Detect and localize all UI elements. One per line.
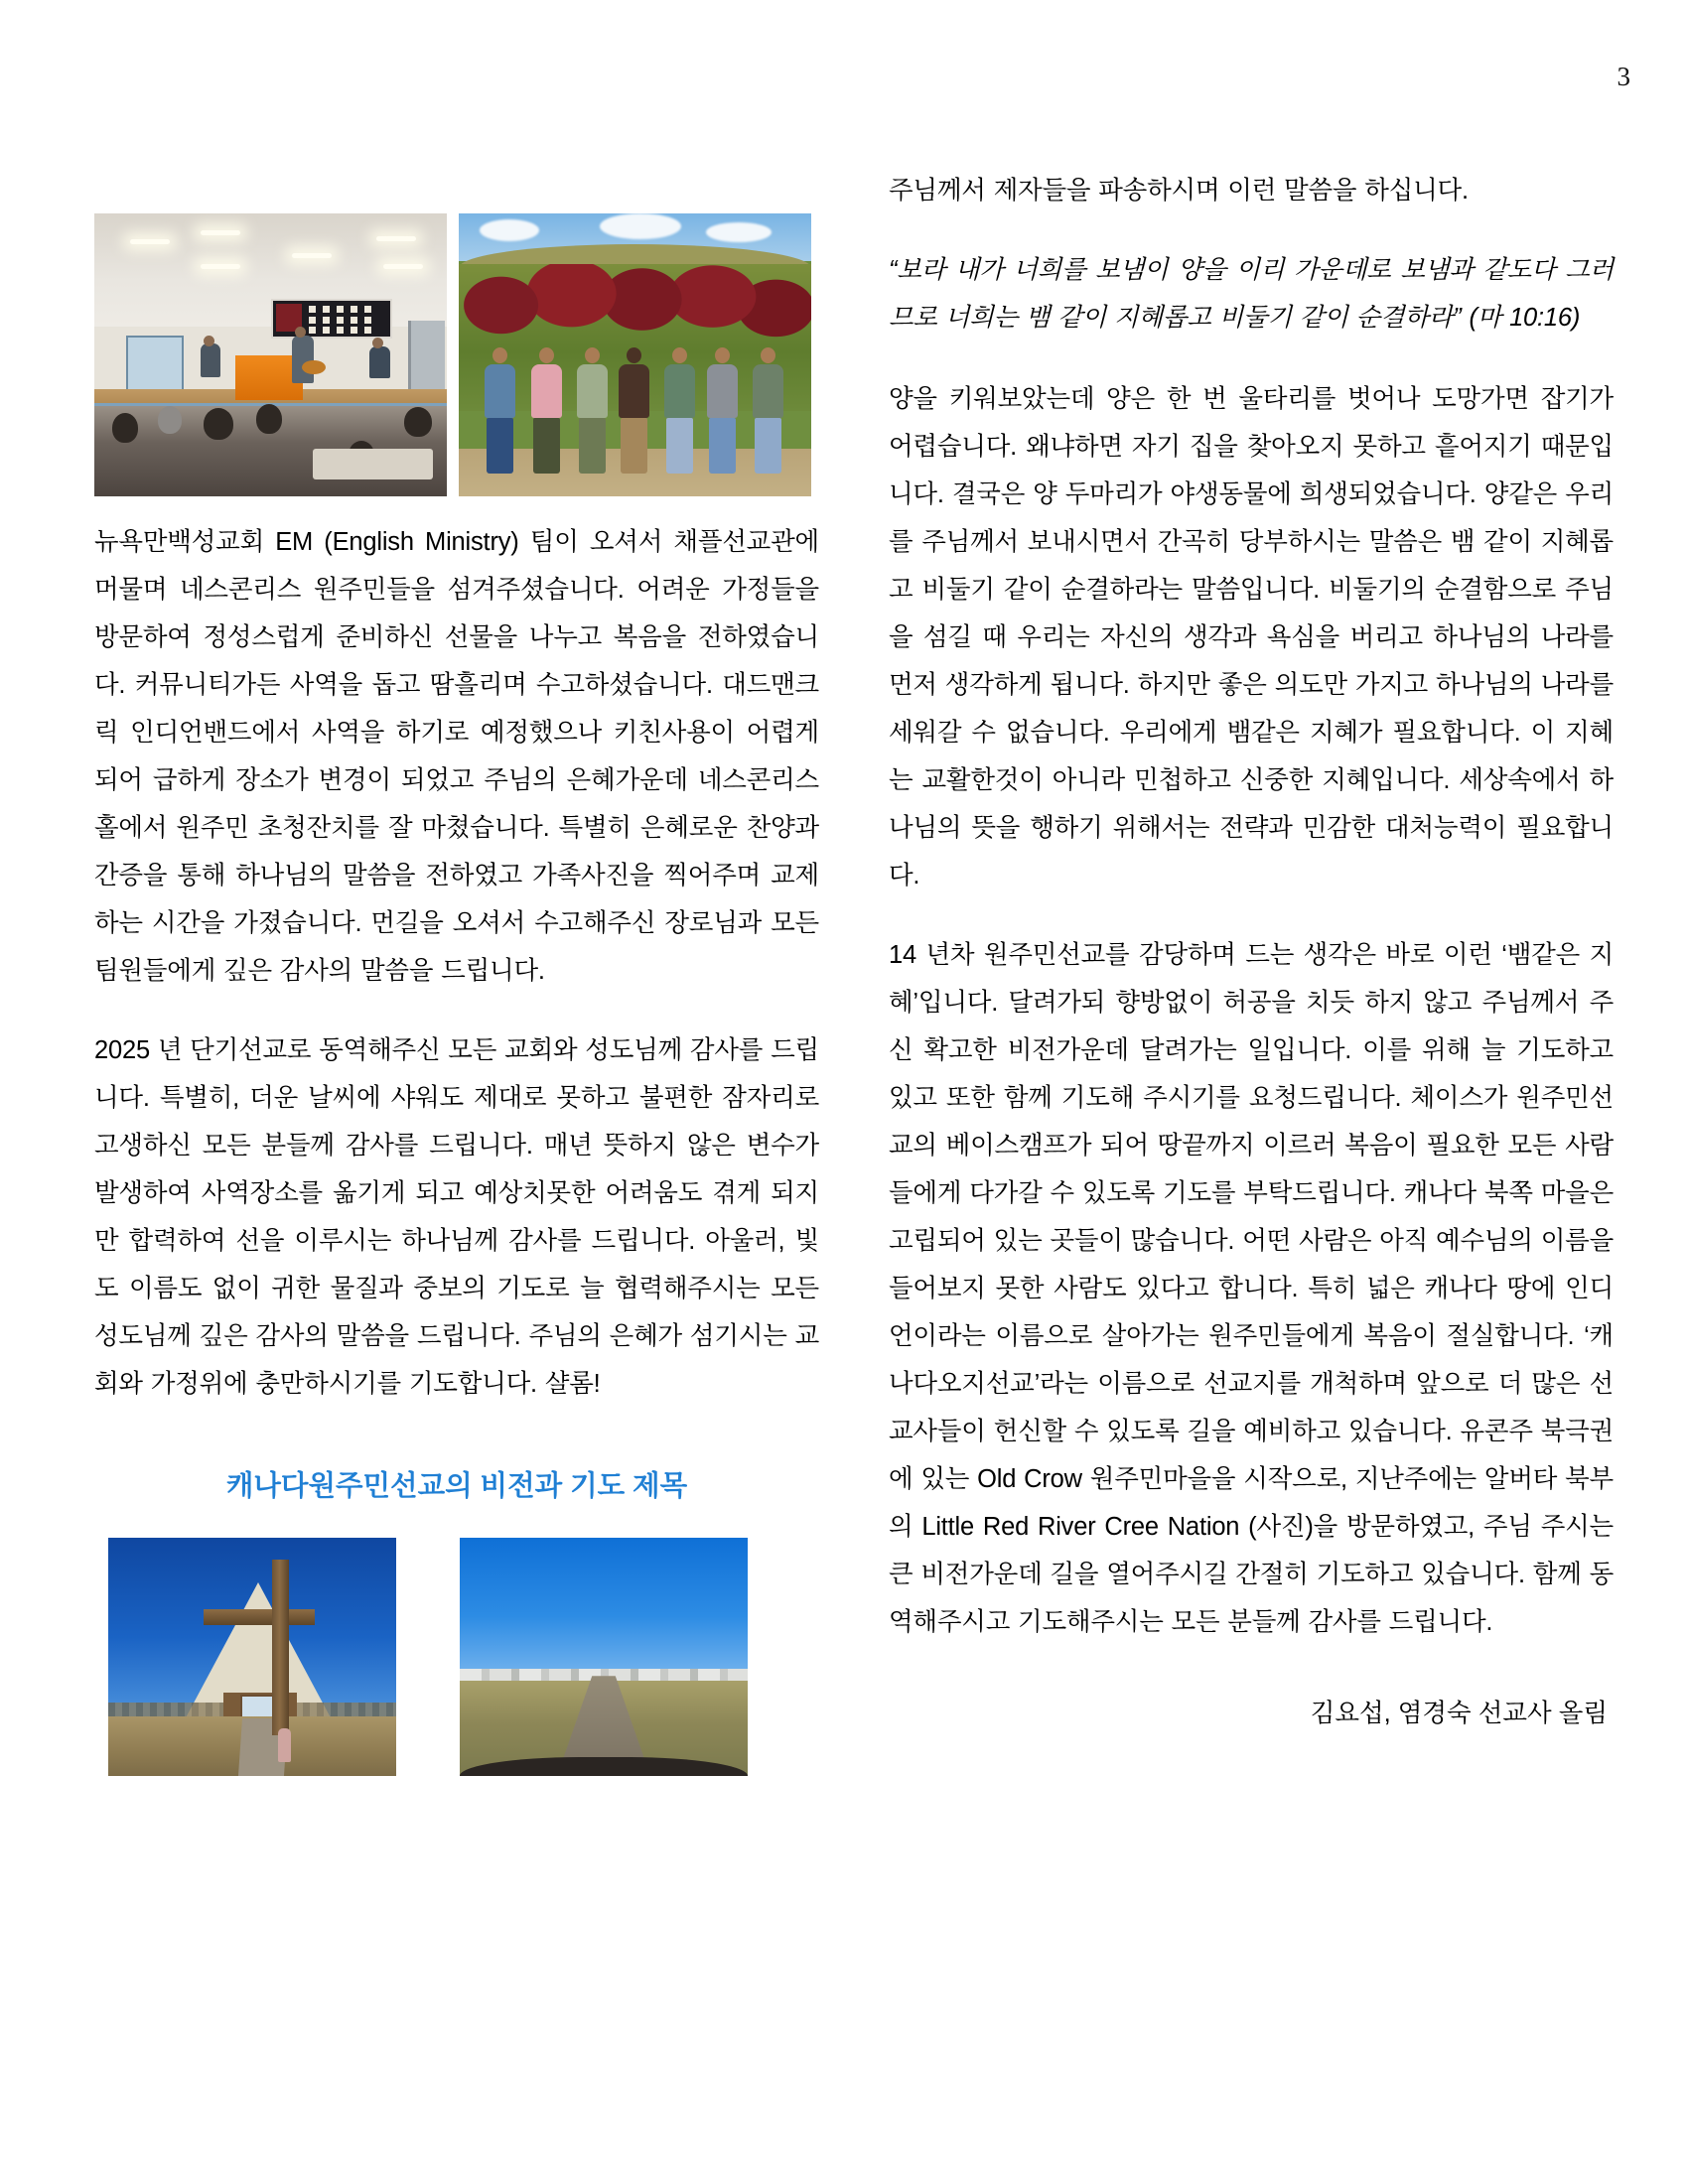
- keyboard-player-head: [204, 336, 214, 346]
- cross-horizontal-beam: [204, 1609, 315, 1625]
- team-member: [484, 347, 517, 474]
- hall-door: [408, 321, 445, 394]
- bottom-photo-row: [94, 1538, 833, 1776]
- ceiling-light: [383, 264, 423, 269]
- team-member: [529, 347, 563, 474]
- right-paragraph-2: 14 년차 원주민선교를 감당하며 드는 생각은 바로 이런 ‘뱀같은 지혜’입니다. 달려가되 향방없이 허공을 치듯 하지 않고 주님께서 주신 확고한 비전가운데 달려가는 일입니다. 이를 위해 늘 기도하고 있고 또한 함께 기도해 주시기를 요청드립니다. 체이스가 원주민선교의 베이스캠프가 되어 땅끝까지 이르러 복음이 필요한 모든 사람들에게 다가갈 수 있도록 기도를 부탁드립니다. 캐나다 북쪽 마을은 고립되어 있는 곳들이 많습니다. 어떤 사람은 아직 예수님의 이름을 들어보지 못한 사람도 있다고 합니다. 특히 넓은 캐나다 땅에 인디언이라는 이름으로 살아가는 원주민들에게 복음이 절실합니다. ‘캐나다오지선교’라는 이름으로 선교지를 개척하며 앞으로 더 많은 선교사들이 헌신할 수 있도록 길을 예비하고 있습니다. 유콘주 북극권에 있는 Old Crow 원주민마을을 시작으로, 지난주에는 알버타 북부의 Little Red River Cree Nation (사진)을 방문하였고, 주님 주시는 큰 비전가운데 길을 열어주시길 간절히 기도하고 있습니다. 함께 동역해주시고 기도해주시는 모든 분들께 감사를 드립니다.: [889, 941, 1614, 1636]
- ceiling-light: [201, 264, 240, 269]
- folding-table: [313, 449, 433, 479]
- worship-service-photo: [94, 213, 447, 496]
- audience-head: [404, 407, 432, 437]
- vision-section-heading: 캐나다원주민선교의 비전과 기도 제목: [225, 1470, 688, 1502]
- right-column: [889, 167, 1614, 1737]
- garden-team-photo: [459, 213, 811, 496]
- team-member: [663, 347, 697, 474]
- left-paragraph-1: 뉴욕만백성교회 EM (English Ministry) 팀이 오셔서 채플선교관에 머물며 네스콘리스 원주민들을 섬겨주셨습니다. 어려운 가정들을 방문하여 정성스럽게 준비하신 선물을 나누고 복음을 전하였습니다. 커뮤니티가든 사역을 돕고 땀흘리며 수고하셨습니다. 대드맨크릭 인디언밴드에서 사역을 하기로 예정했으나 키친사용이 어렵게되어 급하게 장소가 변경이 되었고 주님의 은혜가운데 네스콘리스 홀에서 원주민 초청잔치를 잘 마쳤습니다. 특별히 은혜로운 찬양과 간증을 통해 하나님의 말씀을 전하였고 가족사진을 찍어주며 교제하는 시간을 가졌습니다. 먼길을 오셔서 수고해주신 장로님과 모든 팀원들에게 깊은 감사의 말씀을 드립니다.: [94, 528, 819, 985]
- percussionist: [369, 346, 390, 378]
- right-paragraph-1: 양을 키워보았는데 양은 한 번 울타리를 벗어나 도망가면 잡기가 어렵습니다. 왜냐하면 자기 집을 찾아오지 못하고 흩어지기 때문입니다. 결국은 양 두마리가 야생동물에 희생되었습니다. 양같은 우리를 주님께서 보내시면서 간곡히 당부하시는 말씀은 뱀 같이 지혜롭고 비둘기 같이 순결하라는 말씀입니다. 비둘기의 순결함으로 주님을 섬길 때 우리는 자신의 생각과 욕심을 버리고 하나님의 나라를 먼저 생각하게 됩니다. 하지만 좋은 의도만 가지고 하나님의 나라를 세워갈 수 없습니다. 우리에게 뱀같은 지혜가 필요합니다. 이 지혜는 교활한것이 아니라 민첩하고 신중한 지혜입니다. 세상속에서 하나님의 뜻을 행하기 위해서는 전략과 민감한 대처능력이 필요합니다.: [889, 385, 1614, 889]
- cloud: [480, 219, 539, 241]
- scripture-quote: “보라 내가 너희를 보냄이 양을 이리 가운데로 보냄과 같도다 그러므로 너희는 뱀 같이 지혜롭고 비둘기 같이 순결하라” (마 10:16): [889, 256, 1614, 332]
- right-intro-paragraph: 주님께서 제자들을 파송하시며 이런 말씀을 하십니다.: [889, 177, 1469, 205]
- ceiling-light: [130, 239, 170, 244]
- top-photo-row: [94, 213, 819, 496]
- singer-guitarist: [292, 336, 314, 383]
- audience-head: [158, 406, 182, 434]
- team-member: [575, 347, 609, 474]
- sky: [460, 1538, 748, 1681]
- team-member: [706, 347, 740, 474]
- village-road-photo: [460, 1538, 748, 1776]
- audience-head: [256, 404, 282, 434]
- wall-banner: [271, 299, 392, 339]
- left-paragraph-2: 2025 년 단기선교로 동역해주신 모든 교회와 성도님께 감사를 드립니다. 특별히, 더운 날씨에 샤워도 제대로 못하고 불편한 잠자리로 고생하신 모든 분들께 감사를 드립니다. 매년 뜻하지 않은 변수가 발생하여 사역장소를 옮기게 되고 예상치못한 어려움도 겪게 되지만 합력하여 선을 이루시는 하나님께 감사를 드립니다. 아울러, 빛도 이름도 없이 귀한 물질과 중보의 기도로 늘 협력해주시는 모든 성도님께 깊은 감사의 말씀을 드립니다. 주님의 은혜가 섬기시는 교회와 가정위에 충만하시기를 기도합니다. 샬롬!: [94, 1036, 819, 1398]
- left-column: [94, 213, 819, 1776]
- ceiling-light: [201, 230, 240, 235]
- team-member: [752, 347, 785, 474]
- cross-teepee-church-photo: [108, 1538, 396, 1776]
- cloud: [706, 222, 772, 242]
- missionary-signature: 김요섭, 염경숙 선교사 올림: [1310, 1700, 1608, 1727]
- audience-head: [112, 413, 138, 443]
- team-member: [618, 347, 651, 474]
- audience-head: [204, 408, 233, 440]
- standing-person: [278, 1728, 291, 1762]
- cloud: [600, 213, 681, 239]
- cross-vertical-beam: [272, 1560, 289, 1736]
- ceiling-light: [292, 253, 332, 258]
- page-number: 3: [1617, 62, 1630, 91]
- ceiling-light: [376, 236, 416, 241]
- keyboard-player: [201, 343, 220, 377]
